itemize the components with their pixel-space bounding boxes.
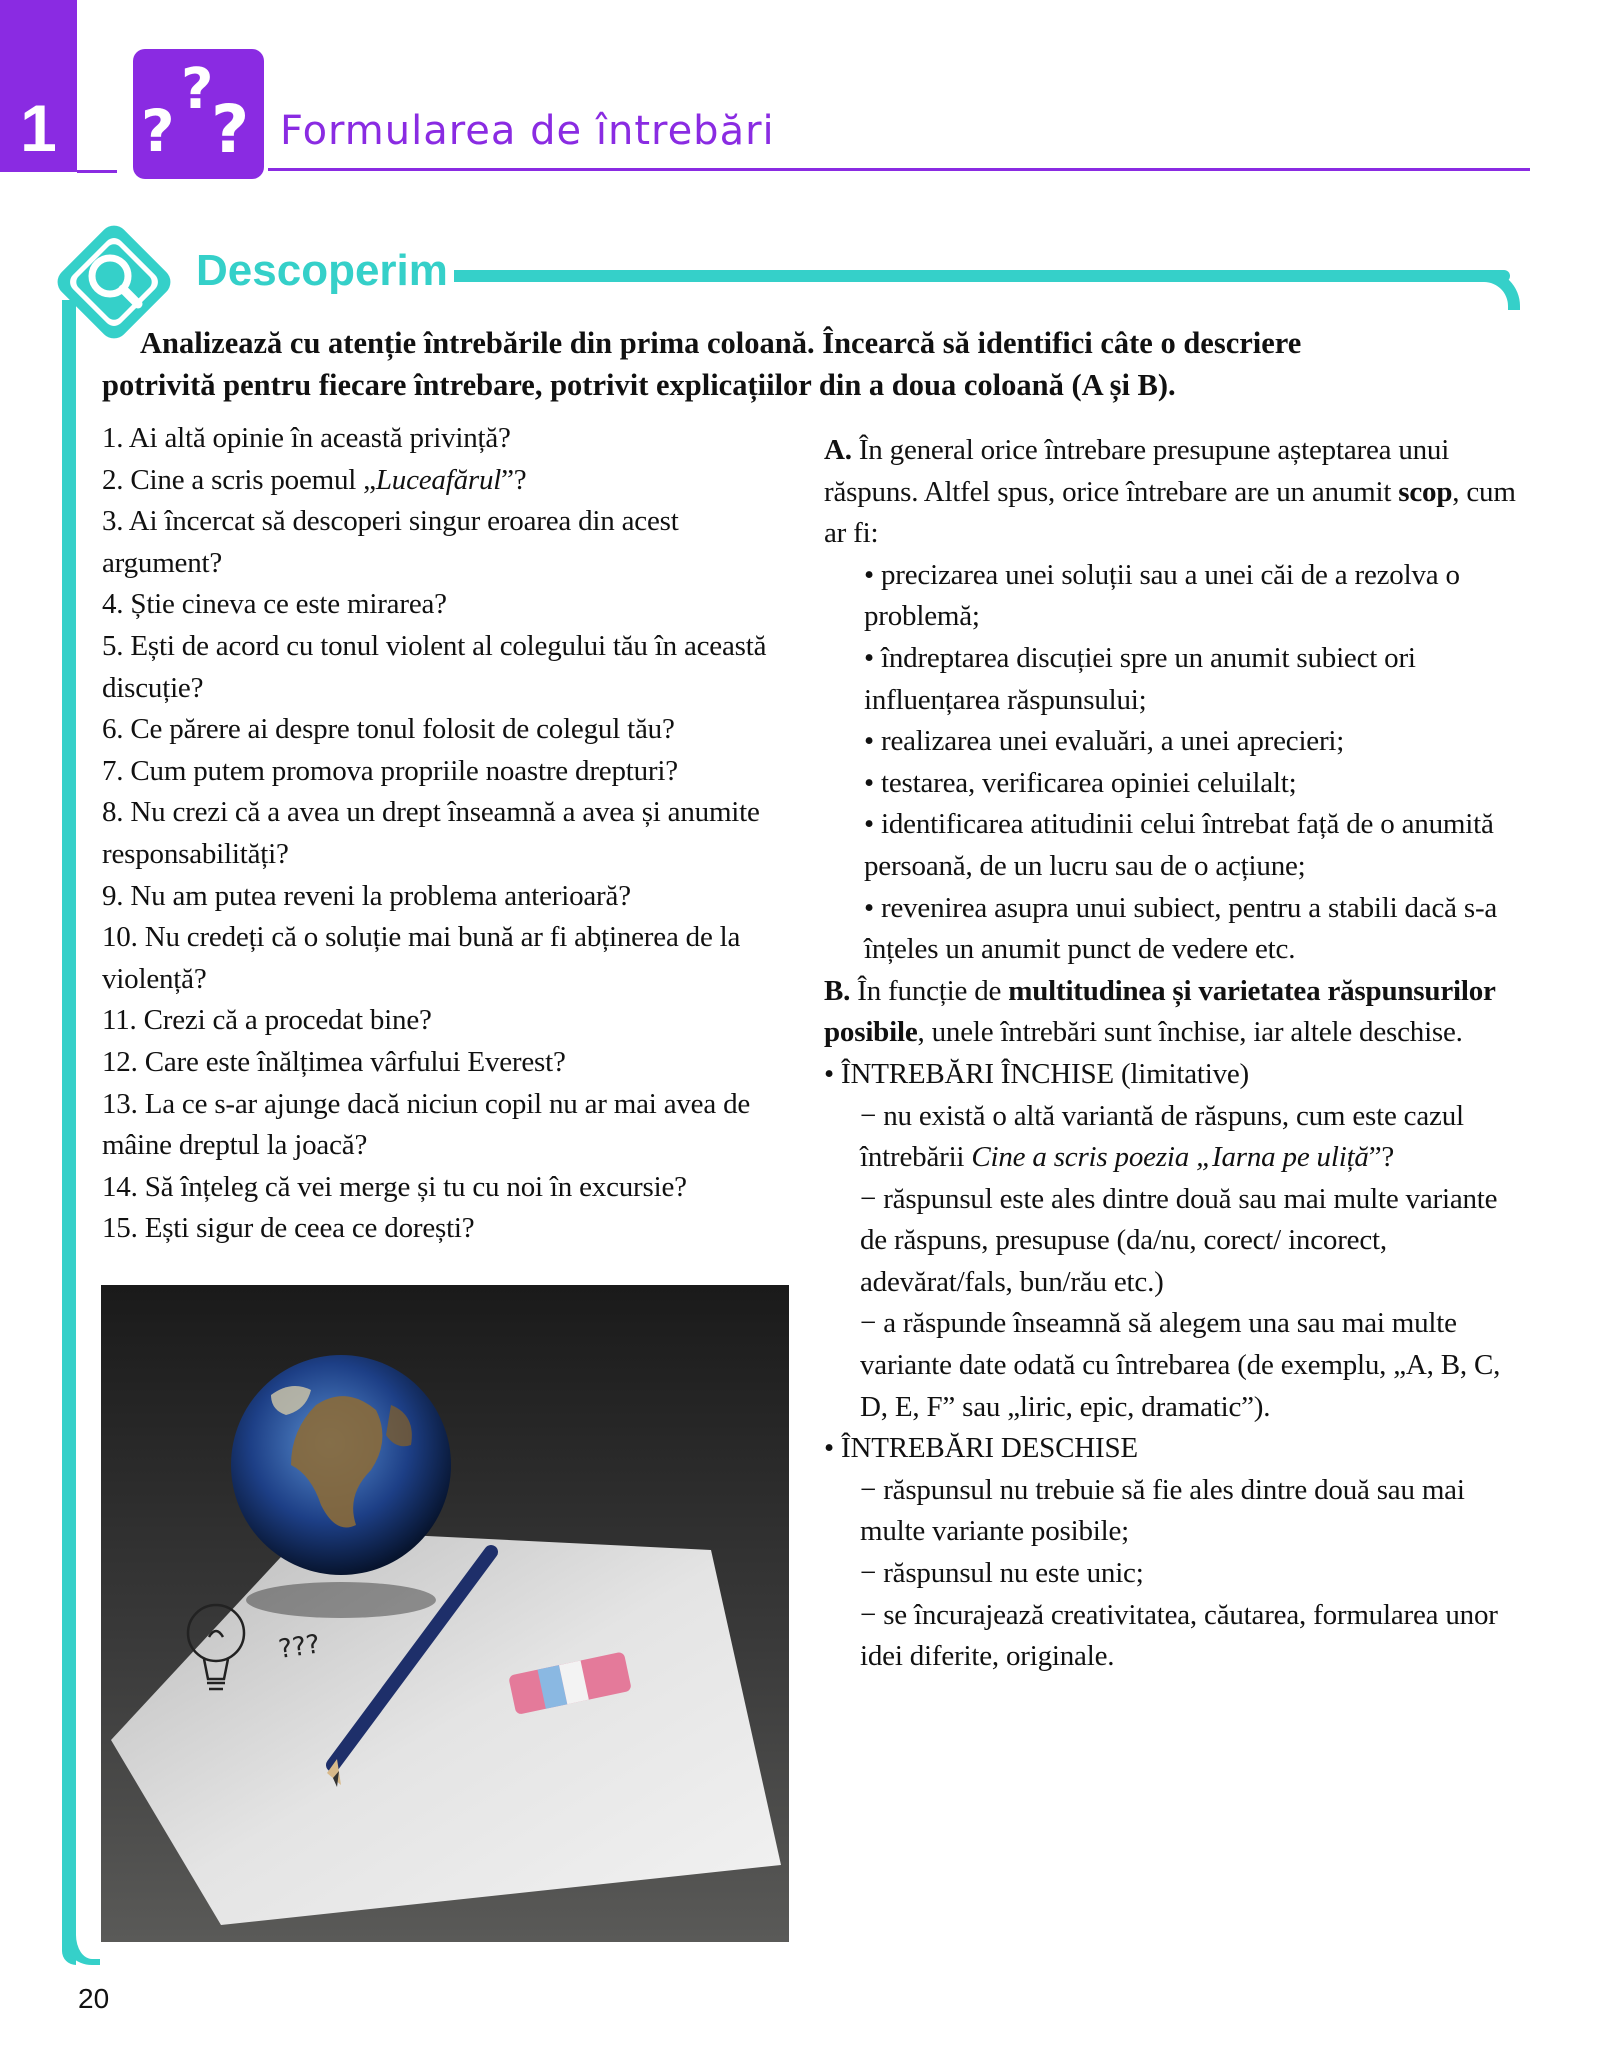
open-item: − răspunsul nu este unic; (860, 1557, 1144, 1590)
question-item: 11. Crezi că a procedat bine? (102, 1004, 432, 1037)
closed-item: − a răspunde înseamnă să alegem una sau mai multe variante date odată cu întrebarea (de exemplu, „A, B, C, D, E, F” sau „liric, epic, dramatic”). (860, 1307, 1501, 1423)
section-a: A. În general orice întrebare presupune așteptarea unui răspuns. Altfel spus, orice întrebare are un anumit scop, cum ar fi: (824, 434, 1516, 550)
chapter-number: 1 (20, 91, 57, 165)
question-marks-icon: ? ? ? (133, 49, 264, 179)
open-questions-heading: • ÎNTREBĂRI DESCHISE (824, 1432, 1138, 1465)
discover-label: Descoperim (190, 245, 454, 297)
page-number: 20 (78, 1983, 110, 2014)
frame-left-bar (62, 300, 76, 1965)
section-b: B. În funcție de multitudinea și varietatea răspunsurilor posibile, unele întrebări sunt închise, iar altele deschise. (824, 974, 1496, 1049)
question-item: 2. Cine a scris poemul „Luceafărul”? (102, 463, 527, 496)
closed-item: − răspunsul este ales dintre două sau mai multe variante de răspuns, presupuse (da/nu, corect/ incorect, adevărat/fals, bun/rău etc.) (860, 1182, 1498, 1298)
doodle-question-marks: ??? (276, 1629, 322, 1665)
instructions-line-2: potrivită pentru fiecare întrebare, potrivit explicațiilor din a doua coloană (A și B). (102, 368, 1176, 402)
open-item: − se încurajează creativitatea, căutarea, formularea unor idei diferite, originale. (860, 1598, 1498, 1673)
closed-item: − nu există o altă variantă de răspuns, cum este cazul întrebării Cine a scris poezia „Iarna pe uliță”? (860, 1099, 1464, 1174)
question-item: 1. Ai altă opinie în această privință? (102, 422, 511, 454)
questions-list (102, 418, 802, 1250)
purpose-bullet: • revenirea asupra unui subiect, pentru a stabili dacă s-a înțeles un anumit punct de vedere etc. (864, 891, 1498, 966)
instructions-line-1: Analizează cu atenție întrebările din prima coloană. Încearcă să identifici câte o descriere (140, 326, 1302, 360)
question-item: 6. Ce părere ai despre tonul folosit de colegul tău? (102, 713, 675, 746)
purpose-bullet: • realizarea unei evaluări, a unei aprecieri; (864, 725, 1345, 758)
question-item: 9. Nu am putea reveni la problema anterioară? (102, 879, 631, 912)
question-item: 5. Ești de acord cu tonul violent al colegului tău în această discuție? (102, 629, 767, 704)
question-item: 10. Nu credeți că o soluție mai bună ar fi abținerea de la violență? (102, 921, 741, 995)
frame-top-corner (1480, 270, 1520, 310)
question-item: 7. Cum putem promova propriile noastre drepturi? (102, 754, 678, 787)
purpose-bullet: • testarea, verificarea opiniei celuilalt; (864, 766, 1297, 799)
explanations (824, 430, 1524, 1678)
question-item: 8. Nu crezi că a avea un drept înseamnă a avea și anumite responsabilități? (102, 796, 760, 870)
question-item: 15. Ești sigur de ceea ce dorești? (102, 1212, 475, 1245)
section-title: Formularea de întrebări (280, 108, 775, 154)
title-rule (268, 168, 1530, 171)
question-item: 3. Ai încercat să descoperi singur eroarea din acest argument? (102, 505, 679, 579)
question-item: 13. La ce s-ar ajunge dacă niciun copil nu ar mai avea de mâine dreptul la joacă? (102, 1087, 751, 1162)
question-item: 4. Știe cineva ce este mirarea? (102, 588, 447, 621)
chapter-underline (77, 170, 117, 173)
frame-top-bar (440, 270, 1510, 282)
globe-paper-illustration (101, 1285, 789, 1942)
question-item: 12. Care este înălțimea vârfului Everest? (102, 1045, 566, 1078)
closed-questions-heading: • ÎNTREBĂRI ÎNCHISE (limitative) (824, 1057, 1250, 1090)
instructions (102, 322, 1502, 406)
open-item: − răspunsul nu trebuie să fie ales dintre două sau mai multe variante posibile; (860, 1473, 1465, 1548)
question-item: 14. Să înțeleg că vei merge și tu cu noi în excursie? (102, 1170, 687, 1203)
chapter-number-tab (0, 0, 77, 172)
purpose-bullet: • precizarea unei soluții sau a unei căi de a rezolva o problemă; (864, 558, 1460, 633)
purpose-bullet: • îndreptarea discuției spre un anumit subiect ori influențarea răspunsului; (864, 641, 1416, 716)
purpose-bullet: • identificarea atitudinii celui întrebat față de o anumită persoană, de un lucru sau de o acțiune; (864, 808, 1494, 882)
